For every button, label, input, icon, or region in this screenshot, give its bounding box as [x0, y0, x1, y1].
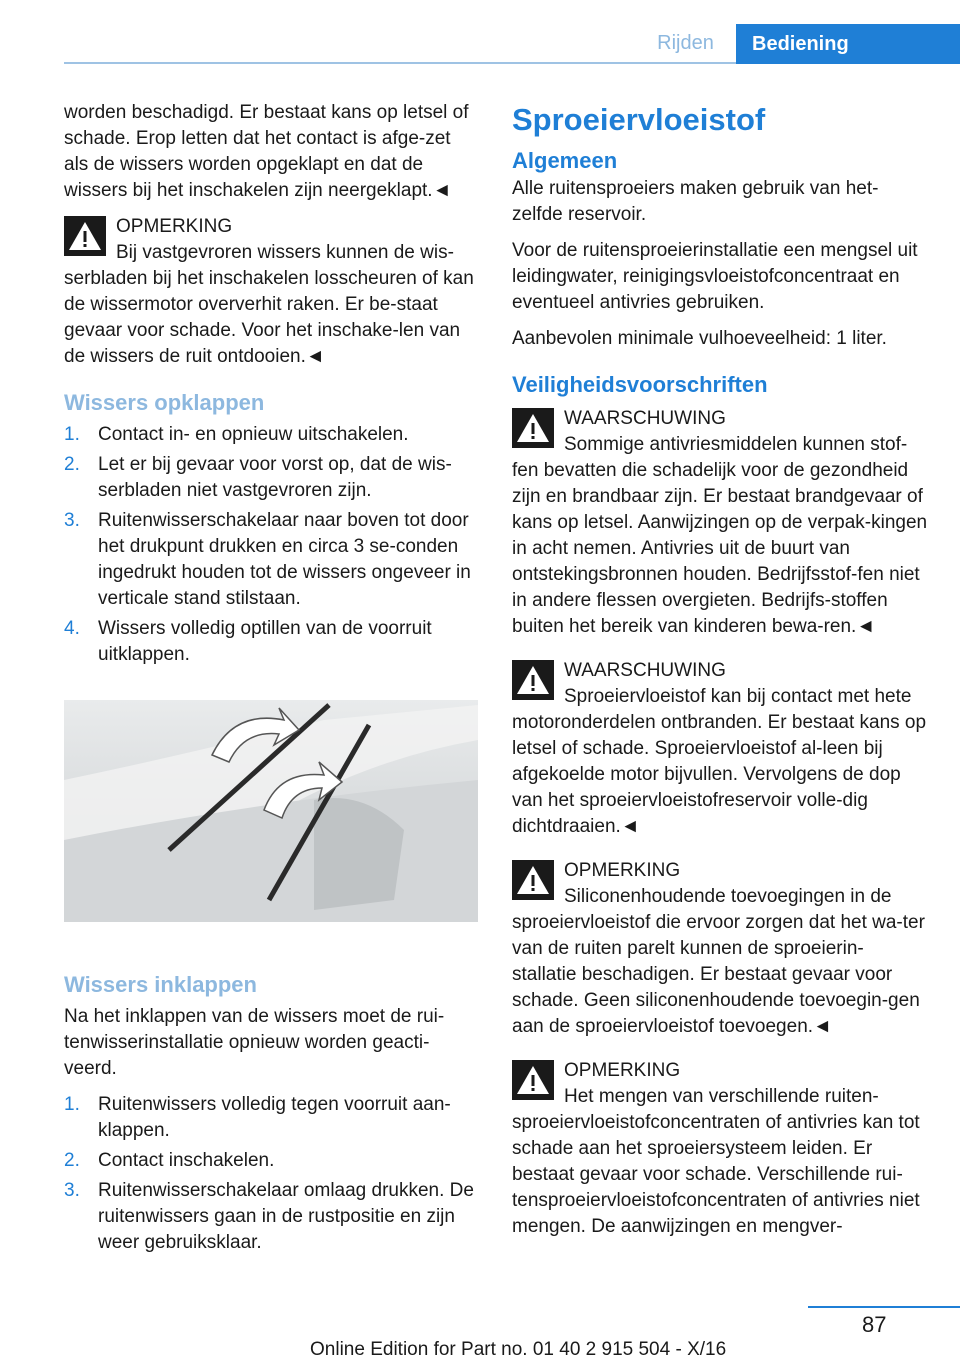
- algemeen-paragraph-3: Aanbevolen minimale vulhoeveelheid: 1 liter.: [512, 328, 887, 349]
- warning-icon: [512, 860, 554, 900]
- note-title: OPMERKING: [116, 216, 233, 237]
- heading-veiligheidsvoorschriften: Veiligheidsvoorschriften: [512, 372, 768, 397]
- left-column: [64, 100, 474, 1266]
- warning-icon: [512, 660, 554, 700]
- right-column: [512, 100, 928, 1258]
- footer-edition: Online Edition for Part no. 01 40 2 915 504 - X/16: [310, 1339, 727, 1360]
- list-item: 1. Ruitenwissers volledig tegen voorruit aan‐klappen.: [64, 1094, 451, 1141]
- intro-paragraph: worden beschadigd. Er bestaat kans op letsel of schade. Erop letten dat het contact is afge‐zet als de wissers worden opgeklapt en dat de wissers bij het inschakelen zijn neergeklapt.◄: [64, 102, 469, 201]
- heading-wissers-opklappen: Wissers opklappen: [64, 390, 265, 415]
- note-title: OPMERKING: [564, 860, 681, 881]
- list-item: 4. Wissers volledig optillen van de voorruit uitklappen.: [64, 618, 432, 665]
- header-active-tab[interactable]: Bediening: [736, 24, 960, 64]
- note-frozen-wipers: [64, 214, 474, 370]
- steps-opklappen: [64, 422, 474, 668]
- warning-antivries: [512, 406, 928, 640]
- list-item: 3. Ruitenwisserschakelaar omlaag drukken. De ruitenwissers gaan in de rustpositie en zijn weer gebruiksklaar.: [64, 1180, 474, 1253]
- list-item: 2. Contact inschakelen.: [64, 1150, 275, 1171]
- inklappen-intro: Na het inklappen van de wissers moet de rui‐tenwisserinstallatie opnieuw worden geacti‐veerd.: [64, 1006, 445, 1079]
- note-text: Het mengen van verschillende ruiten‐sproeiervloeistofconcentraten of antivries kan tot schade aan het sproeiersysteem leiden. Er bestaat gevaar voor schade. Verschillende rui‐tensproeiervloeistofconcentraten of antivries niet mengen. De aanwijzingen en mengver‐: [512, 1086, 920, 1237]
- warning-icon: [64, 216, 106, 256]
- note-siliconen: [512, 858, 928, 1040]
- warning-text: Sommige antivriesmiddelen kunnen stof‐fen bevatten die schadelijk voor de gezondheid zijn en brandbaar zijn. Er bestaat brandgevaar of kans op letsel. Aanwijzingen op de verpak‐kingen in acht nemen. Antivries uit de buurt van ontstekingsbronnen houden. Bedrijfsstof‐fen niet in andere flessen overgieten. Bedrijfs‐stoffen buiten het bereik van kinderen bewa‐ren.◄: [512, 434, 928, 637]
- note-text: Bij vastgevroren wissers kunnen de wis‐serbladen bij het inschakelen losscheuren of kan de wissermotor oververhit raken. Er be‐staat gevaar voor schade. Voor het inschake‐len van de wissers de ruit ontdooien.◄: [64, 242, 474, 367]
- warning-icon: [512, 1060, 554, 1100]
- header-section-tab[interactable]: Rijden: [657, 32, 714, 54]
- footer-rule: [808, 1306, 960, 1308]
- warning-motoronderdelen: [512, 658, 928, 840]
- heading-wissers-inklappen: Wissers inklappen: [64, 972, 257, 997]
- list-item: 2. Let er bij gevaar voor vorst op, dat de wis‐serbladen niet vastgevroren zijn.: [64, 454, 452, 501]
- wiper-illustration: [64, 700, 478, 922]
- algemeen-paragraph-2: Voor de ruitensproeierinstallatie een mengsel uit leidingwater, reinigingsvloeistofconcentraat en eventueel antivries gebruiken.: [512, 240, 918, 313]
- list-item: 3. Ruitenwisserschakelaar naar boven tot door het drukpunt drukken en circa 3 se‐conden ingedrukt houden tot de wissers ongeveer in verticale stand stilstaan.: [64, 510, 471, 609]
- warning-text: Sproeiervloeistof kan bij contact met hete motoronderdelen ontbranden. Er bestaat kans op letsel of schade. Sproeiervloeistof al‐leen bij afgekoelde motor bijvullen. Vervolgens de dop van het sproeiervloeistofreservoir volle‐dig dichtdraaien.◄: [512, 686, 927, 837]
- list-item: 1. Contact in- en opnieuw uitschakelen.: [64, 424, 409, 445]
- page-number: 87: [862, 1312, 887, 1337]
- note-title: OPMERKING: [564, 1060, 681, 1081]
- page-title: Sproeiervloeistof: [512, 102, 766, 137]
- algemeen-paragraph-1: Alle ruitensproeiers maken gebruik van het‐zelfde reservoir.: [512, 178, 879, 225]
- note-text: Siliconenhoudende toevoegingen in de sproeiervloeistof die ervoor zorgen dat het wa‐ter van de ruiten parelt kunnen de sproeierin‐stallatie beschadigen. Er bestaat gevaar voor schade. Geen siliconenhoudende toevoegin‐gen aan de sproeiervloeistof toevoegen.◄: [512, 886, 925, 1037]
- heading-algemeen: Algemeen: [512, 148, 618, 173]
- warning-title: WAARSCHUWING: [564, 408, 726, 429]
- steps-inklappen: [64, 1092, 474, 1256]
- warning-icon: [512, 408, 554, 448]
- warning-title: WAARSCHUWING: [564, 660, 726, 681]
- note-mengen: [512, 1058, 928, 1240]
